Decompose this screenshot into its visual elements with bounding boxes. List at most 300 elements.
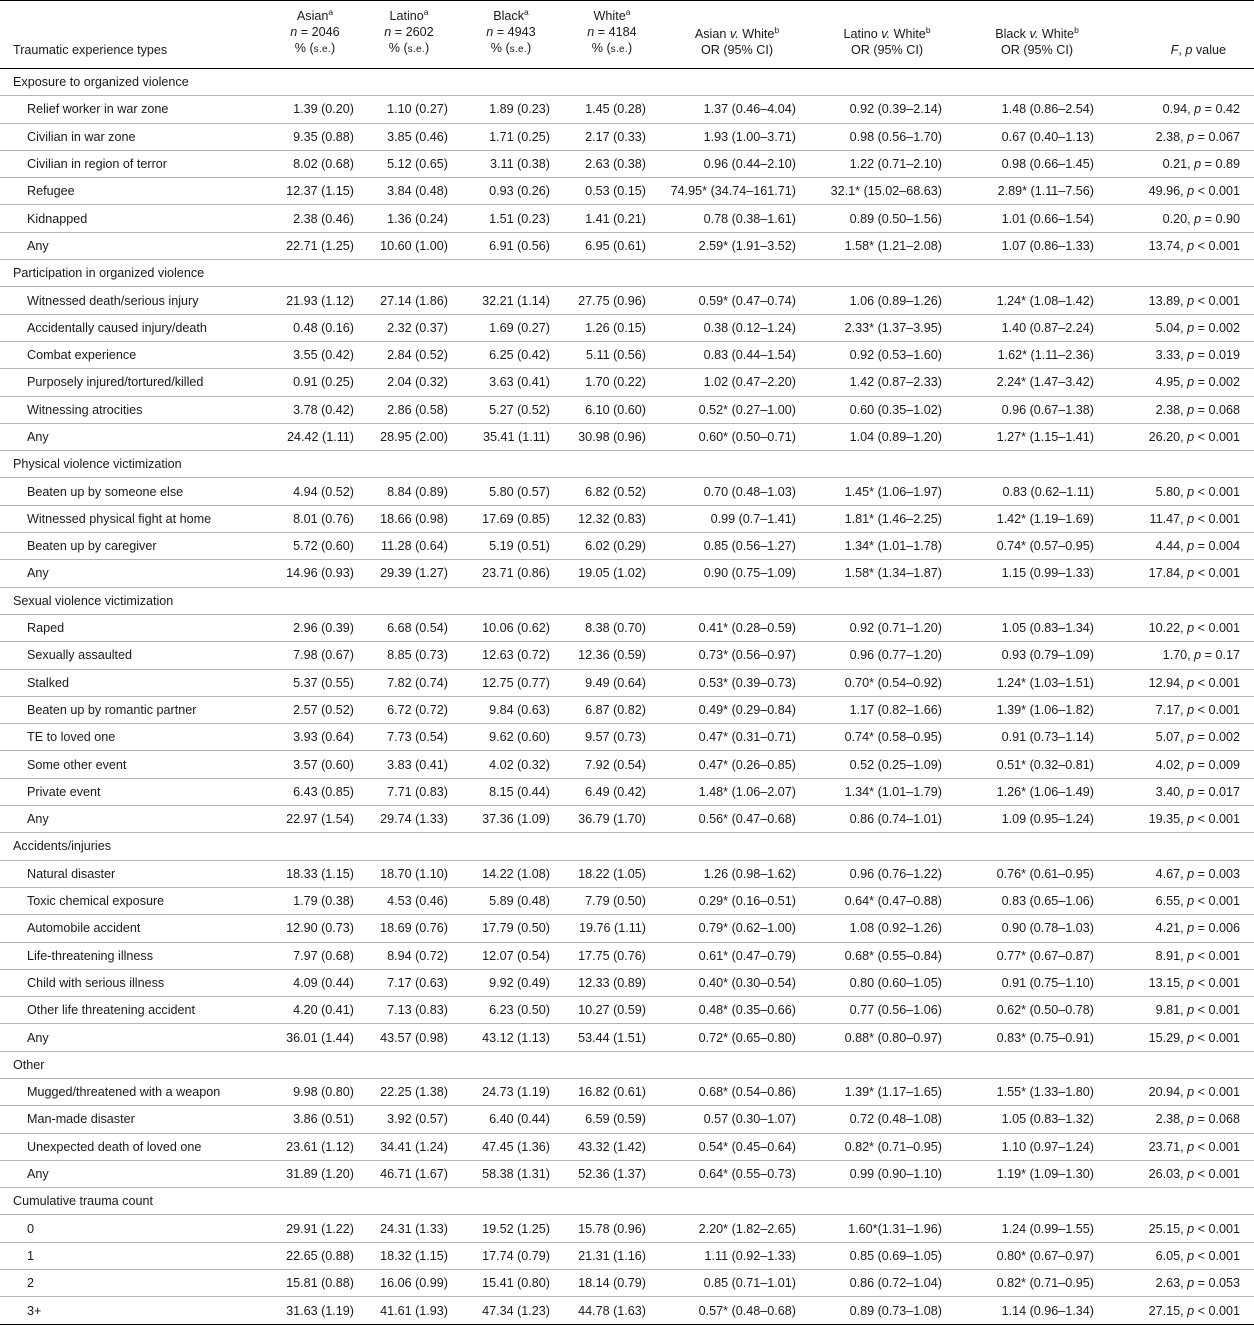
black-cell: 12.07 (0.54) [460,942,562,969]
row-label: 3+ [0,1297,272,1324]
table-row [0,887,1254,914]
asian-v-white-cell: 0.61* (0.47–0.79) [662,942,812,969]
f-statistic: 6.05, [1155,1248,1188,1263]
row-label: Other life threatening accident [0,997,272,1024]
asian-cell: 3.86 (0.51) [272,1106,358,1133]
f-p-value-cell [1112,915,1254,942]
p-symbol: p [1187,1248,1195,1263]
latino-cell: 7.13 (0.83) [358,997,460,1024]
header-black-v-white: Black v. White$^b$ OR (95% CI) [962,1,1112,69]
p-value: < 0.001 [1194,184,1240,199]
table-row [0,314,1254,341]
white-cell: 6.95 (0.61) [562,232,662,259]
p-value: = 0.42 [1201,102,1240,117]
latino-cell: 8.85 (0.73) [358,642,460,669]
asian-v-white-cell: 0.59* (0.47–0.74) [662,287,812,314]
asian-v-white-cell: 0.52* (0.27–1.00) [662,396,812,423]
latino-v-white-cell: 0.72 (0.48–1.08) [812,1106,962,1133]
black-v-white-cell: 0.83 (0.65–1.06) [962,887,1112,914]
p-value: < 0.001 [1194,430,1240,444]
p-symbol: p [1194,157,1202,172]
white-cell: 8.38 (0.70) [562,614,662,641]
white-cell: 43.32 (1.42) [562,1133,662,1160]
p-value: = 0.068 [1194,402,1240,417]
black-v-white-cell: 0.83 (0.62–1.11) [962,478,1112,505]
section-title: Physical violence victimization [0,451,1254,478]
black-v-white-cell: 2.89* (1.11–7.56) [962,178,1112,205]
black-v-white-cell: 1.10 (0.97–1.24) [962,1133,1112,1160]
latino-v-white-cell: 0.88* (0.80–0.97) [812,1024,962,1051]
asian-v-white-cell: 0.40* (0.30–0.54) [662,969,812,996]
row-label: Civilian in region of terror [0,150,272,177]
row-label: Any [0,423,272,450]
f-p-value-cell [1112,560,1254,587]
white-cell: 18.14 (0.79) [562,1270,662,1297]
asian-v-white-cell: 0.64* (0.55–0.73) [662,1160,812,1187]
white-cell: 12.36 (0.59) [562,642,662,669]
black-cell: 3.11 (0.38) [460,150,562,177]
row-label: Toxic chemical exposure [0,887,272,914]
f-p-value-cell [1112,614,1254,641]
f-statistic: 4.95, [1155,375,1188,390]
latino-v-white-cell: 1.17 (0.82–1.66) [812,696,962,723]
f-statistic: 25.15, [1148,1221,1188,1236]
asian-cell: 4.09 (0.44) [272,969,358,996]
table-row [0,806,1254,833]
row-label: 1 [0,1242,272,1269]
latino-cell: 24.31 (1.33) [358,1215,460,1242]
table-row [0,287,1254,314]
table-row [0,1133,1254,1160]
p-value: = 0.17 [1201,648,1240,663]
latino-v-white-cell: 1.04 (0.89–1.20) [812,423,962,450]
table-row [0,614,1254,641]
black-cell: 10.06 (0.62) [460,614,562,641]
latino-v-white-cell: 0.92 (0.53–1.60) [812,341,962,368]
p-symbol: p [1187,812,1195,827]
p-symbol: p [1187,1003,1195,1018]
p-symbol: p [1187,129,1195,144]
asian-cell: 9.98 (0.80) [272,1078,358,1105]
black-cell: 8.15 (0.44) [460,778,562,805]
black-v-white-cell: 0.83* (0.75–0.91) [962,1024,1112,1051]
white-cell: 1.45 (0.28) [562,96,662,123]
table-row [0,969,1254,996]
asian-v-white-cell: 1.11 (0.92–1.33) [662,1242,812,1269]
f-statistic: 27.15, [1148,1303,1188,1318]
latino-v-white-cell: 0.86 (0.72–1.04) [812,1270,962,1297]
section-title: Sexual violence victimization [0,587,1254,614]
white-cell: 52.36 (1.37) [562,1160,662,1187]
p-value: = 0.004 [1194,539,1240,554]
p-symbol: p [1187,484,1195,499]
latino-v-white-cell: 0.92 (0.71–1.20) [812,614,962,641]
section-title: Cumulative trauma count [0,1188,1254,1215]
p-symbol: p [1187,1167,1195,1182]
row-label: Relief worker in war zone [0,96,272,123]
latino-cell: 8.94 (0.72) [358,942,460,969]
black-v-white-cell: 0.74* (0.57–0.95) [962,533,1112,560]
asian-cell: 2.57 (0.52) [272,696,358,723]
white-cell: 6.10 (0.60) [562,396,662,423]
asian-cell: 22.97 (1.54) [272,806,358,833]
p-value: = 0.067 [1194,129,1240,144]
latino-v-white-cell: 0.77 (0.56–1.06) [812,997,962,1024]
section-header-row [0,451,1254,478]
f-statistic: 10.22, [1148,621,1188,636]
black-v-white-cell: 1.15 (0.99–1.33) [962,560,1112,587]
latino-cell: 18.69 (0.76) [358,915,460,942]
white-cell: 19.05 (1.02) [562,560,662,587]
asian-cell: 15.81 (0.88) [272,1270,358,1297]
asian-cell: 3.78 (0.42) [272,396,358,423]
asian-v-white-cell: 0.47* (0.26–0.85) [662,751,812,778]
black-cell: 9.84 (0.63) [460,696,562,723]
latino-v-white-cell: 0.60 (0.35–1.02) [812,396,962,423]
f-p-value-cell [1112,178,1254,205]
latino-v-white-cell: 0.52 (0.25–1.09) [812,751,962,778]
p-value: < 0.001 [1194,1003,1240,1018]
f-statistic: 5.07, [1155,730,1188,745]
section-title: Participation in organized violence [0,260,1254,287]
black-cell: 9.62 (0.60) [460,724,562,751]
table-row [0,205,1254,232]
f-p-value-cell [1112,478,1254,505]
table-row [0,942,1254,969]
p-symbol: p [1187,675,1195,690]
f-p-value-cell [1112,533,1254,560]
header-black: Black$^a$ n = 4943 % (s.e.) [460,1,562,69]
black-cell: 17.79 (0.50) [460,915,562,942]
black-cell: 0.93 (0.26) [460,178,562,205]
f-statistic: 13.15, [1148,975,1188,990]
f-statistic: 26.20, [1148,430,1188,444]
asian-cell: 0.48 (0.16) [272,314,358,341]
table-row [0,860,1254,887]
white-cell: 44.78 (1.63) [562,1297,662,1324]
asian-cell: 21.93 (1.12) [272,287,358,314]
row-label: Child with serious illness [0,969,272,996]
f-p-value-cell [1112,123,1254,150]
black-v-white-cell: 1.55* (1.33–1.80) [962,1078,1112,1105]
latino-cell: 6.72 (0.72) [358,696,460,723]
p-value: < 0.001 [1194,293,1240,308]
p-symbol: p [1187,621,1195,636]
latino-v-white-cell: 1.34* (1.01–1.79) [812,778,962,805]
black-cell: 5.89 (0.48) [460,887,562,914]
f-p-value-cell [1112,669,1254,696]
asian-v-white-cell: 0.73* (0.56–0.97) [662,642,812,669]
asian-v-white-cell: 0.57 (0.30–1.07) [662,1106,812,1133]
p-value: = 0.068 [1194,1112,1240,1127]
black-v-white-cell: 0.77* (0.67–0.87) [962,942,1112,969]
row-label: Mugged/threatened with a weapon [0,1078,272,1105]
p-value: < 0.001 [1194,975,1240,990]
table-row [0,560,1254,587]
asian-cell: 31.63 (1.19) [272,1297,358,1324]
black-v-white-cell: 0.91 (0.75–1.10) [962,969,1112,996]
white-cell: 12.33 (0.89) [562,969,662,996]
white-cell: 19.76 (1.11) [562,915,662,942]
table-row [0,533,1254,560]
latino-cell: 27.14 (1.86) [358,287,460,314]
table-row [0,341,1254,368]
table-header [0,1,1254,69]
f-p-value-cell [1112,314,1254,341]
f-statistic: 0.94, [1162,102,1195,117]
table-row [0,178,1254,205]
f-p-value-cell [1112,969,1254,996]
asian-cell: 9.35 (0.88) [272,123,358,150]
asian-cell: 5.37 (0.55) [272,669,358,696]
latino-cell: 22.25 (1.38) [358,1078,460,1105]
latino-cell: 28.95 (2.00) [358,423,460,450]
row-label: Purposely injured/tortured/killed [0,369,272,396]
p-symbol: p [1187,866,1195,881]
f-statistic: 5.80, [1155,484,1188,499]
latino-v-white-cell: 0.89 (0.73–1.08) [812,1297,962,1324]
asian-v-white-cell: 0.83 (0.44–1.54) [662,341,812,368]
latino-v-white-cell: 0.82* (0.71–0.95) [812,1133,962,1160]
asian-v-white-cell: 0.90 (0.75–1.09) [662,560,812,587]
latino-v-white-cell: 0.80 (0.60–1.05) [812,969,962,996]
black-cell: 43.12 (1.13) [460,1024,562,1051]
latino-cell: 2.32 (0.37) [358,314,460,341]
f-p-value-cell [1112,1242,1254,1269]
f-statistic: 13.89, [1148,293,1188,308]
row-label: Kidnapped [0,205,272,232]
f-p-value-cell [1112,1024,1254,1051]
table-row [0,1297,1254,1324]
f-p-value-cell [1112,96,1254,123]
black-v-white-cell: 1.42* (1.19–1.69) [962,505,1112,532]
p-symbol: p [1194,211,1202,226]
black-v-white-cell: 1.09 (0.95–1.24) [962,806,1112,833]
asian-v-white-cell: 0.68* (0.54–0.86) [662,1078,812,1105]
latino-v-white-cell: 1.34* (1.01–1.78) [812,533,962,560]
table-row [0,696,1254,723]
f-p-value-cell [1112,505,1254,532]
asian-cell: 1.39 (0.20) [272,96,358,123]
black-cell: 5.27 (0.52) [460,396,562,423]
f-statistic: 3.33, [1155,348,1188,363]
f-statistic: 2.38, [1155,1112,1188,1127]
asian-v-white-cell: 0.29* (0.16–0.51) [662,887,812,914]
latino-v-white-cell: 0.85 (0.69–1.05) [812,1242,962,1269]
f-p-value-cell [1112,232,1254,259]
black-cell: 24.73 (1.19) [460,1078,562,1105]
latino-v-white-cell: 1.08 (0.92–1.26) [812,915,962,942]
header-latino: Latino$^a$ n = 2602 % (s.e.) [358,1,460,69]
f-p-value-cell [1112,1215,1254,1242]
table-row [0,1160,1254,1187]
row-label: Private event [0,778,272,805]
latino-v-white-cell: 0.98 (0.56–1.70) [812,123,962,150]
latino-v-white-cell: 0.68* (0.55–0.84) [812,942,962,969]
latino-cell: 3.92 (0.57) [358,1106,460,1133]
section-header-row [0,260,1254,287]
asian-cell: 4.94 (0.52) [272,478,358,505]
table-row [0,642,1254,669]
black-cell: 23.71 (0.86) [460,560,562,587]
table-body [0,69,1254,1325]
asian-v-white-cell: 0.47* (0.31–0.71) [662,724,812,751]
f-p-value-cell [1112,642,1254,669]
asian-cell: 22.71 (1.25) [272,232,358,259]
black-v-white-cell: 1.14 (0.96–1.34) [962,1297,1112,1324]
asian-v-white-cell: 1.37 (0.46–4.04) [662,96,812,123]
white-cell: 2.17 (0.33) [562,123,662,150]
asian-cell: 24.42 (1.11) [272,423,358,450]
p-symbol: p [1187,184,1195,199]
latino-cell: 3.85 (0.46) [358,123,460,150]
p-value: = 0.90 [1201,211,1240,226]
asian-cell: 7.98 (0.67) [272,642,358,669]
asian-v-white-cell: 0.70 (0.48–1.03) [662,478,812,505]
p-symbol: p [1187,539,1195,554]
p-symbol: p [1187,375,1195,390]
p-symbol: p [1187,1112,1195,1127]
p-value: = 0.009 [1194,757,1240,772]
f-statistic: 2.63, [1155,1276,1188,1291]
asian-cell: 6.43 (0.85) [272,778,358,805]
f-p-value-cell [1112,696,1254,723]
row-label: Raped [0,614,272,641]
white-cell: 2.63 (0.38) [562,150,662,177]
p-value: < 0.001 [1194,566,1240,581]
f-p-value-cell [1112,423,1254,450]
row-label: 2 [0,1270,272,1297]
p-symbol: p [1187,894,1195,909]
white-cell: 10.27 (0.59) [562,997,662,1024]
f-p-value-cell [1112,1133,1254,1160]
p-symbol: p [1187,566,1195,581]
asian-v-white-cell: 1.26 (0.98–1.62) [662,860,812,887]
asian-v-white-cell: 1.48* (1.06–2.07) [662,778,812,805]
p-value: < 0.001 [1194,484,1240,499]
latino-v-white-cell: 0.99 (0.90–1.10) [812,1160,962,1187]
asian-cell: 4.20 (0.41) [272,997,358,1024]
latino-cell: 41.61 (1.93) [358,1297,460,1324]
white-cell: 53.44 (1.51) [562,1024,662,1051]
latino-cell: 16.06 (0.99) [358,1270,460,1297]
latino-v-white-cell: 1.22 (0.71–2.10) [812,150,962,177]
p-symbol: p [1187,784,1195,799]
asian-v-white-cell: 1.93 (1.00–3.71) [662,123,812,150]
black-v-white-cell: 0.96 (0.67–1.38) [962,396,1112,423]
white-cell: 6.49 (0.42) [562,778,662,805]
f-statistic: 4.21, [1155,921,1188,936]
latino-v-white-cell: 0.96 (0.76–1.22) [812,860,962,887]
section-header-row [0,1051,1254,1078]
header-asian: Asian$^a$ n = 2046 % (s.e.) [272,1,358,69]
table-row [0,724,1254,751]
f-statistic: 5.04, [1155,320,1188,335]
section-header-row [0,69,1254,96]
white-cell: 15.78 (0.96) [562,1215,662,1242]
white-cell: 12.32 (0.83) [562,505,662,532]
black-cell: 5.19 (0.51) [460,533,562,560]
table-row [0,96,1254,123]
black-v-white-cell: 1.48 (0.86–2.54) [962,96,1112,123]
asian-v-white-cell: 0.38 (0.12–1.24) [662,314,812,341]
table-row [0,915,1254,942]
f-p-value-cell [1112,1160,1254,1187]
asian-cell: 2.38 (0.46) [272,205,358,232]
p-value: = 0.003 [1194,866,1240,881]
table-row [0,232,1254,259]
asian-cell: 36.01 (1.44) [272,1024,358,1051]
f-statistic: 7.17, [1155,702,1188,717]
header-white: White$^a$ n = 4184 % (s.e.) [562,1,662,69]
table-row [0,997,1254,1024]
table-row [0,751,1254,778]
p-symbol: p [1187,1030,1195,1045]
p-symbol: p [1194,102,1202,117]
table-row [0,396,1254,423]
latino-v-white-cell: 32.1* (15.02–68.63) [812,178,962,205]
latino-cell: 43.57 (0.98) [358,1024,460,1051]
table-row [0,423,1254,450]
white-cell: 6.59 (0.59) [562,1106,662,1133]
table-row [0,778,1254,805]
latino-v-white-cell: 1.81* (1.46–2.25) [812,505,962,532]
black-cell: 6.40 (0.44) [460,1106,562,1133]
table-row [0,478,1254,505]
row-label: Witnessed physical fight at home [0,505,272,532]
p-value: < 0.001 [1194,948,1240,963]
row-label: Some other event [0,751,272,778]
p-symbol: p [1187,1139,1195,1154]
f-statistic: 6.55, [1155,894,1188,909]
black-v-white-cell: 1.24 (0.99–1.55) [962,1215,1112,1242]
latino-cell: 6.68 (0.54) [358,614,460,641]
latino-v-white-cell: 0.86 (0.74–1.01) [812,806,962,833]
f-p-value-cell [1112,1297,1254,1324]
white-cell: 17.75 (0.76) [562,942,662,969]
white-cell: 7.92 (0.54) [562,751,662,778]
p-value: < 0.001 [1194,675,1240,690]
latino-v-white-cell: 2.33* (1.37–3.95) [812,314,962,341]
row-label: Stalked [0,669,272,696]
latino-cell: 18.66 (0.98) [358,505,460,532]
f-p-value-cell [1112,1078,1254,1105]
black-cell: 1.89 (0.23) [460,96,562,123]
p-value: < 0.001 [1194,702,1240,717]
table-row [0,1242,1254,1269]
black-v-white-cell: 2.24* (1.47–3.42) [962,369,1112,396]
p-symbol: p [1187,975,1195,990]
black-cell: 12.63 (0.72) [460,642,562,669]
asian-cell: 8.01 (0.76) [272,505,358,532]
black-v-white-cell: 1.24* (1.03–1.51) [962,669,1112,696]
latino-cell: 46.71 (1.67) [358,1160,460,1187]
row-label: TE to loved one [0,724,272,751]
black-v-white-cell: 0.93 (0.79–1.09) [962,642,1112,669]
white-cell: 7.79 (0.50) [562,887,662,914]
asian-v-white-cell: 0.85 (0.71–1.01) [662,1270,812,1297]
p-value: < 0.001 [1194,812,1240,827]
p-symbol: p [1187,948,1195,963]
asian-v-white-cell: 0.57* (0.48–0.68) [662,1297,812,1324]
white-cell: 6.82 (0.52) [562,478,662,505]
header-f-p-value: F, p value [1112,1,1254,69]
p-value: < 0.001 [1194,1221,1240,1236]
f-p-value-cell [1112,205,1254,232]
black-v-white-cell: 1.26* (1.06–1.49) [962,778,1112,805]
row-label: Unexpected death of loved one [0,1133,272,1160]
black-cell: 15.41 (0.80) [460,1270,562,1297]
